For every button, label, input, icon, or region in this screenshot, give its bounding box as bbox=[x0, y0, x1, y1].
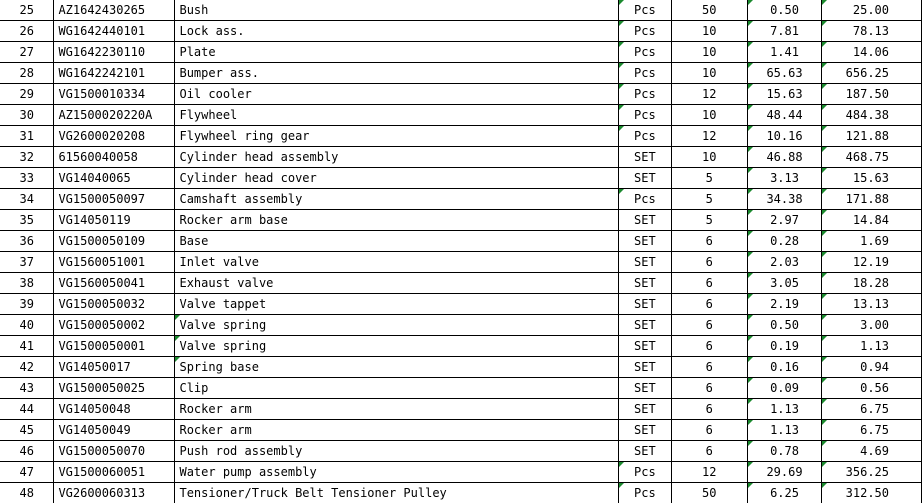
unit-cell[interactable]: Pcs bbox=[619, 84, 671, 105]
unit-cell[interactable]: SET bbox=[619, 441, 671, 462]
amount-cell[interactable]: 187.50 bbox=[822, 84, 922, 105]
table-row bbox=[0, 168, 922, 189]
unit-cell[interactable]: SET bbox=[619, 378, 671, 399]
amount-cell[interactable]: 13.13 bbox=[822, 294, 922, 315]
amount-cell[interactable]: 4.69 bbox=[822, 441, 922, 462]
amount-cell[interactable]: 14.06 bbox=[822, 42, 922, 63]
unit-cell[interactable]: SET bbox=[619, 147, 671, 168]
row-number-cell[interactable]: 43 bbox=[0, 378, 54, 399]
unit-cell[interactable]: SET bbox=[619, 336, 671, 357]
unit-price-cell[interactable]: 2.19 bbox=[747, 294, 821, 315]
unit-price-cell[interactable]: 0.50 bbox=[747, 315, 821, 336]
part-code-cell[interactable]: VG14050119 bbox=[54, 210, 175, 231]
unit-cell[interactable]: Pcs bbox=[619, 42, 671, 63]
amount-cell[interactable]: 171.88 bbox=[822, 189, 922, 210]
description-cell[interactable]: Rocker arm bbox=[175, 420, 619, 441]
row-number-cell[interactable]: 42 bbox=[0, 357, 54, 378]
unit-cell[interactable]: SET bbox=[619, 273, 671, 294]
part-code-cell[interactable]: VG1500060051 bbox=[54, 462, 175, 483]
description-cell[interactable]: Valve tappet bbox=[175, 294, 619, 315]
quantity-cell[interactable]: 5 bbox=[671, 189, 747, 210]
unit-cell[interactable]: SET bbox=[619, 294, 671, 315]
amount-cell[interactable]: 18.28 bbox=[822, 273, 922, 294]
amount-cell[interactable]: 12.19 bbox=[822, 252, 922, 273]
unit-price-cell[interactable]: 6.25 bbox=[747, 483, 821, 503]
unit-price-cell[interactable]: 1.13 bbox=[747, 399, 821, 420]
amount-cell[interactable]: 1.13 bbox=[822, 336, 922, 357]
amount-cell[interactable]: 15.63 bbox=[822, 168, 922, 189]
unit-price-cell[interactable]: 34.38 bbox=[747, 189, 821, 210]
part-code-cell[interactable]: VG1500050032 bbox=[54, 294, 175, 315]
unit-cell[interactable]: Pcs bbox=[619, 483, 671, 503]
row-number-cell[interactable]: 25 bbox=[0, 0, 54, 21]
quantity-cell[interactable]: 6 bbox=[671, 357, 747, 378]
description-cell[interactable]: Valve spring bbox=[175, 315, 619, 336]
row-number-cell[interactable]: 41 bbox=[0, 336, 54, 357]
unit-price-cell[interactable]: 0.28 bbox=[747, 231, 821, 252]
part-code-cell[interactable]: VG1500050109 bbox=[54, 231, 175, 252]
description-cell[interactable]: Rocker arm bbox=[175, 399, 619, 420]
row-number-cell[interactable]: 38 bbox=[0, 273, 54, 294]
table-row bbox=[0, 420, 922, 441]
quantity-cell[interactable]: 5 bbox=[671, 168, 747, 189]
row-number-cell[interactable]: 31 bbox=[0, 126, 54, 147]
table-row bbox=[0, 84, 922, 105]
description-cell[interactable]: Push rod assembly bbox=[175, 441, 619, 462]
unit-price-cell[interactable]: 2.97 bbox=[747, 210, 821, 231]
unit-price-cell[interactable]: 46.88 bbox=[747, 147, 821, 168]
description-cell[interactable]: Valve spring bbox=[175, 336, 619, 357]
unit-price-cell[interactable]: 0.09 bbox=[747, 378, 821, 399]
unit-cell[interactable]: SET bbox=[619, 252, 671, 273]
amount-cell[interactable]: 656.25 bbox=[822, 63, 922, 84]
table-row bbox=[0, 252, 922, 273]
part-code-cell[interactable]: VG1500050002 bbox=[54, 315, 175, 336]
unit-price-cell[interactable]: 0.50 bbox=[747, 0, 821, 21]
part-code-cell[interactable]: VG1560050041 bbox=[54, 273, 175, 294]
description-cell[interactable]: Inlet valve bbox=[175, 252, 619, 273]
row-number-cell[interactable]: 46 bbox=[0, 441, 54, 462]
part-code-cell[interactable]: VG2600020208 bbox=[54, 126, 175, 147]
unit-price-cell[interactable]: 29.69 bbox=[747, 462, 821, 483]
description-cell[interactable]: Lock ass. bbox=[175, 21, 619, 42]
table-row bbox=[0, 0, 922, 21]
quantity-cell[interactable]: 6 bbox=[671, 399, 747, 420]
quantity-cell[interactable]: 6 bbox=[671, 294, 747, 315]
row-number-cell[interactable]: 37 bbox=[0, 252, 54, 273]
part-code-cell[interactable]: VG1500050070 bbox=[54, 441, 175, 462]
unit-price-cell[interactable]: 3.05 bbox=[747, 273, 821, 294]
table-row bbox=[0, 42, 922, 63]
table-row bbox=[0, 357, 922, 378]
amount-cell[interactable]: 25.00 bbox=[822, 0, 922, 21]
table-row bbox=[0, 483, 922, 503]
unit-cell[interactable]: Pcs bbox=[619, 462, 671, 483]
quantity-cell[interactable]: 12 bbox=[671, 126, 747, 147]
unit-cell[interactable]: SET bbox=[619, 315, 671, 336]
part-code-cell[interactable]: VG1500010334 bbox=[54, 84, 175, 105]
quantity-cell[interactable]: 12 bbox=[671, 462, 747, 483]
row-number-cell[interactable]: 28 bbox=[0, 63, 54, 84]
row-number-cell[interactable]: 32 bbox=[0, 147, 54, 168]
part-code-cell[interactable]: WG1642440101 bbox=[54, 21, 175, 42]
quantity-cell[interactable]: 12 bbox=[671, 84, 747, 105]
quantity-cell[interactable]: 6 bbox=[671, 420, 747, 441]
part-code-cell[interactable]: 61560040058 bbox=[54, 147, 175, 168]
part-code-cell[interactable]: VG1500050001 bbox=[54, 336, 175, 357]
unit-cell[interactable]: Pcs bbox=[619, 21, 671, 42]
unit-cell[interactable]: SET bbox=[619, 399, 671, 420]
amount-cell[interactable]: 14.84 bbox=[822, 210, 922, 231]
description-cell[interactable]: Base bbox=[175, 231, 619, 252]
description-cell[interactable]: Exhaust valve bbox=[175, 273, 619, 294]
unit-price-cell[interactable]: 7.81 bbox=[747, 21, 821, 42]
description-cell[interactable]: Water pump assembly bbox=[175, 462, 619, 483]
quantity-cell[interactable]: 10 bbox=[671, 63, 747, 84]
unit-cell[interactable]: SET bbox=[619, 357, 671, 378]
quantity-cell[interactable]: 10 bbox=[671, 147, 747, 168]
part-code-cell[interactable]: VG14040065 bbox=[54, 168, 175, 189]
quantity-cell[interactable]: 6 bbox=[671, 378, 747, 399]
unit-cell[interactable]: Pcs bbox=[619, 189, 671, 210]
table-row bbox=[0, 126, 922, 147]
row-number-cell[interactable]: 36 bbox=[0, 231, 54, 252]
table-row bbox=[0, 63, 922, 84]
quantity-cell[interactable]: 6 bbox=[671, 231, 747, 252]
amount-cell[interactable]: 121.88 bbox=[822, 126, 922, 147]
unit-cell[interactable]: Pcs bbox=[619, 105, 671, 126]
row-number-cell[interactable]: 30 bbox=[0, 105, 54, 126]
unit-cell[interactable]: SET bbox=[619, 210, 671, 231]
quantity-cell[interactable]: 6 bbox=[671, 336, 747, 357]
part-code-cell[interactable]: VG14050048 bbox=[54, 399, 175, 420]
table-row bbox=[0, 399, 922, 420]
amount-cell[interactable]: 468.75 bbox=[822, 147, 922, 168]
quantity-cell[interactable]: 10 bbox=[671, 105, 747, 126]
amount-cell[interactable]: 356.25 bbox=[822, 462, 922, 483]
table-row bbox=[0, 336, 922, 357]
unit-price-cell[interactable]: 48.44 bbox=[747, 105, 821, 126]
part-code-cell[interactable]: AZ1642430265 bbox=[54, 0, 175, 21]
unit-price-cell[interactable]: 2.03 bbox=[747, 252, 821, 273]
amount-cell[interactable]: 6.75 bbox=[822, 399, 922, 420]
table-row bbox=[0, 441, 922, 462]
unit-cell[interactable]: SET bbox=[619, 420, 671, 441]
description-cell[interactable]: Tensioner/Truck Belt Tensioner Pulley bbox=[175, 483, 619, 503]
quantity-cell[interactable]: 6 bbox=[671, 252, 747, 273]
row-number-cell[interactable]: 47 bbox=[0, 462, 54, 483]
part-code-cell[interactable]: VG14050049 bbox=[54, 420, 175, 441]
quantity-cell[interactable]: 6 bbox=[671, 315, 747, 336]
unit-price-cell[interactable]: 0.78 bbox=[747, 441, 821, 462]
amount-cell[interactable]: 484.38 bbox=[822, 105, 922, 126]
description-cell[interactable]: Flywheel bbox=[175, 105, 619, 126]
table-row bbox=[0, 105, 922, 126]
unit-price-cell[interactable]: 10.16 bbox=[747, 126, 821, 147]
part-code-cell[interactable]: VG14050017 bbox=[54, 357, 175, 378]
description-cell[interactable]: Rocker arm base bbox=[175, 210, 619, 231]
quantity-cell[interactable]: 5 bbox=[671, 210, 747, 231]
amount-cell[interactable]: 6.75 bbox=[822, 420, 922, 441]
description-cell[interactable]: Oil cooler bbox=[175, 84, 619, 105]
table-row bbox=[0, 210, 922, 231]
unit-price-cell[interactable]: 15.63 bbox=[747, 84, 821, 105]
amount-cell[interactable]: 312.50 bbox=[822, 483, 922, 503]
unit-cell[interactable]: SET bbox=[619, 168, 671, 189]
row-number-cell[interactable]: 39 bbox=[0, 294, 54, 315]
amount-cell[interactable]: 78.13 bbox=[822, 21, 922, 42]
description-cell[interactable]: Cylinder head assembly bbox=[175, 147, 619, 168]
unit-cell[interactable]: Pcs bbox=[619, 126, 671, 147]
row-number-cell[interactable]: 45 bbox=[0, 420, 54, 441]
row-number-cell[interactable]: 29 bbox=[0, 84, 54, 105]
part-code-cell[interactable]: WG1642230110 bbox=[54, 42, 175, 63]
part-code-cell[interactable]: VG1500050025 bbox=[54, 378, 175, 399]
amount-cell[interactable]: 1.69 bbox=[822, 231, 922, 252]
table-row bbox=[0, 231, 922, 252]
row-number-cell[interactable]: 27 bbox=[0, 42, 54, 63]
amount-cell[interactable]: 0.94 bbox=[822, 357, 922, 378]
table-row bbox=[0, 378, 922, 399]
description-cell[interactable]: Flywheel ring gear bbox=[175, 126, 619, 147]
description-cell[interactable]: Spring base bbox=[175, 357, 619, 378]
description-cell[interactable]: Plate bbox=[175, 42, 619, 63]
quantity-cell[interactable]: 10 bbox=[671, 21, 747, 42]
unit-price-cell[interactable]: 1.13 bbox=[747, 420, 821, 441]
amount-cell[interactable]: 3.00 bbox=[822, 315, 922, 336]
table-row bbox=[0, 315, 922, 336]
row-number-cell[interactable]: 35 bbox=[0, 210, 54, 231]
unit-price-cell[interactable]: 0.19 bbox=[747, 336, 821, 357]
description-cell[interactable]: Cylinder head cover bbox=[175, 168, 619, 189]
unit-price-cell[interactable]: 1.41 bbox=[747, 42, 821, 63]
part-code-cell[interactable]: WG1642242101 bbox=[54, 63, 175, 84]
part-code-cell[interactable]: VG1560051001 bbox=[54, 252, 175, 273]
unit-cell[interactable]: Pcs bbox=[619, 63, 671, 84]
table-row bbox=[0, 462, 922, 483]
description-cell[interactable]: Camshaft assembly bbox=[175, 189, 619, 210]
quantity-cell[interactable]: 50 bbox=[671, 0, 747, 21]
row-number-cell[interactable]: 34 bbox=[0, 189, 54, 210]
table-row bbox=[0, 147, 922, 168]
row-number-cell[interactable]: 48 bbox=[0, 483, 54, 503]
part-code-cell[interactable]: AZ1500020220A bbox=[54, 105, 175, 126]
row-number-cell[interactable]: 26 bbox=[0, 21, 54, 42]
unit-price-cell[interactable]: 0.16 bbox=[747, 357, 821, 378]
part-code-cell[interactable]: VG1500050097 bbox=[54, 189, 175, 210]
table-row bbox=[0, 189, 922, 210]
part-code-cell[interactable]: VG2600060313 bbox=[54, 483, 175, 503]
unit-cell[interactable]: SET bbox=[619, 231, 671, 252]
quantity-cell[interactable]: 50 bbox=[671, 483, 747, 503]
unit-price-cell[interactable]: 3.13 bbox=[747, 168, 821, 189]
description-cell[interactable]: Bush bbox=[175, 0, 619, 21]
table-row bbox=[0, 21, 922, 42]
description-cell[interactable]: Bumper ass. bbox=[175, 63, 619, 84]
amount-cell[interactable]: 0.56 bbox=[822, 378, 922, 399]
row-number-cell[interactable]: 44 bbox=[0, 399, 54, 420]
unit-cell[interactable]: Pcs bbox=[619, 0, 671, 21]
row-number-cell[interactable]: 33 bbox=[0, 168, 54, 189]
quantity-cell[interactable]: 6 bbox=[671, 441, 747, 462]
quantity-cell[interactable]: 6 bbox=[671, 273, 747, 294]
row-number-cell[interactable]: 40 bbox=[0, 315, 54, 336]
table-row bbox=[0, 294, 922, 315]
unit-price-cell[interactable]: 65.63 bbox=[747, 63, 821, 84]
quantity-cell[interactable]: 10 bbox=[671, 42, 747, 63]
table-row bbox=[0, 273, 922, 294]
description-cell[interactable]: Clip bbox=[175, 378, 619, 399]
